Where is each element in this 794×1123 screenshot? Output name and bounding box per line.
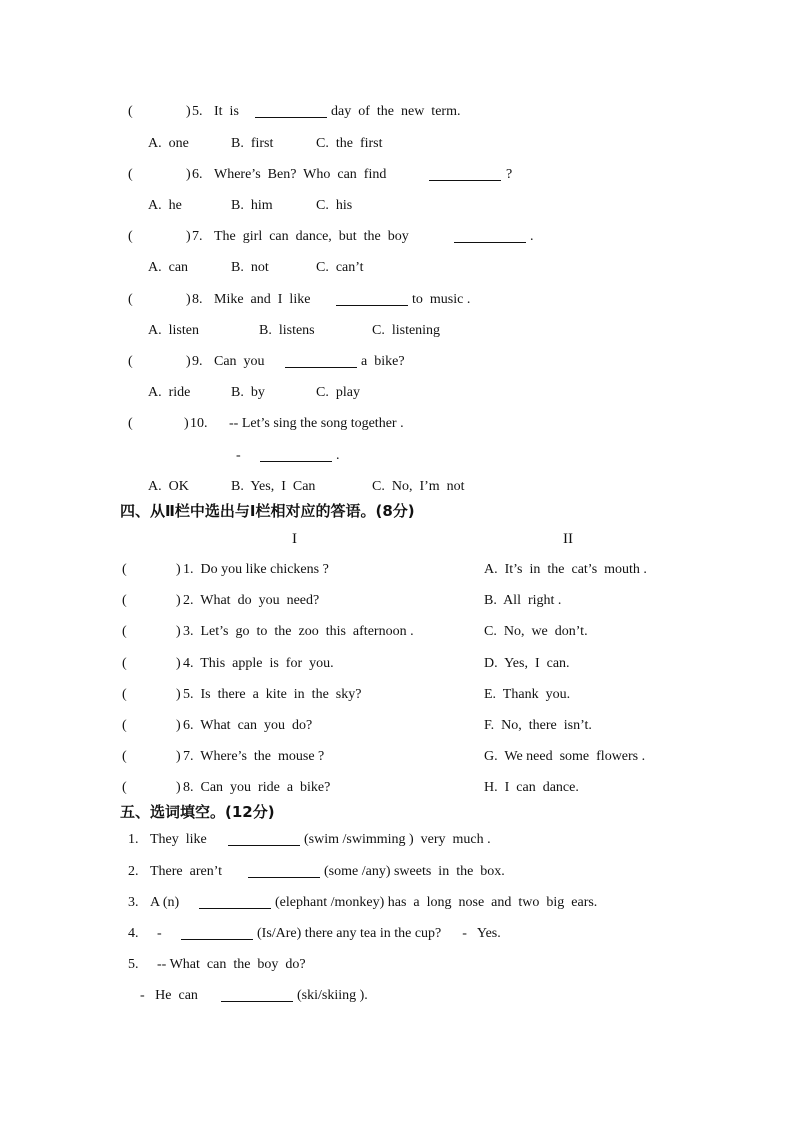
match-right: B. All right . (484, 593, 562, 608)
match-right: A. It’s in the cat’s mouth . (484, 562, 647, 577)
answer-blank[interactable] (260, 447, 332, 462)
paren-close: ) (184, 416, 189, 431)
option-c: C. his (316, 198, 353, 213)
match-left: 1. Do you like chickens ? (183, 562, 329, 577)
option-c: C. listening (372, 323, 441, 338)
option-a: A. listen (148, 323, 199, 338)
paren-close: ) (176, 780, 181, 795)
question-text-after: . (530, 229, 534, 244)
paren-close: ) (186, 167, 191, 182)
answer-blank[interactable] (228, 831, 300, 846)
paren-open: ( (122, 749, 127, 764)
question-text-after: day of the new term. (331, 104, 461, 119)
paren-open: ( (128, 104, 133, 119)
question-text: -- Let’s sing the song together . (229, 416, 404, 431)
item-answer-text: - He can (140, 988, 198, 1003)
match-left: 6. What can you do? (183, 718, 313, 733)
question-text-after: . (336, 448, 340, 463)
question-text-after: to music . (412, 292, 471, 307)
question-number: 6. (192, 167, 203, 182)
option-b: B. listens (259, 323, 315, 338)
option-b: B. him (231, 198, 273, 213)
match-left: 4. This apple is for you. (183, 656, 334, 671)
question-text: Mike and I like (214, 292, 311, 307)
option-b: B. first (231, 136, 274, 151)
match-right: G. We need some flowers . (484, 749, 646, 764)
item-text-after: (some /any) sweets in the box. (324, 864, 505, 879)
paren-close: ) (186, 104, 191, 119)
question-text-after: a bike? (361, 354, 405, 369)
question-text-after: ? (506, 167, 513, 182)
option-a: A. OK (148, 479, 189, 494)
item-number: 4. (128, 926, 139, 941)
match-right: D. Yes, I can. (484, 656, 570, 671)
column-1-header: I (292, 531, 297, 547)
match-right: E. Thank you. (484, 687, 571, 702)
answer-blank[interactable] (336, 291, 408, 306)
paren-close: ) (186, 229, 191, 244)
answer-blank[interactable] (199, 894, 271, 909)
answer-blank[interactable] (454, 228, 526, 243)
option-c: C. No, I’m not (372, 479, 465, 494)
paren-close: ) (176, 593, 181, 608)
paren-close: ) (176, 749, 181, 764)
question-number: 8. (192, 292, 203, 307)
paren-close: ) (176, 718, 181, 733)
match-left: 7. Where’s the mouse ? (183, 749, 325, 764)
item-text-after: (Is/Are) there any tea in the cup? - Yes. (257, 926, 501, 941)
paren-open: ( (122, 624, 127, 639)
item-number: 2. (128, 864, 139, 879)
question-number: 5. (192, 104, 203, 119)
option-a: A. can (148, 260, 189, 275)
question-text: Can you (214, 354, 265, 369)
question-number: 10. (190, 416, 208, 431)
item-text: - (157, 926, 162, 941)
item-text-after: (elephant /monkey) has a long nose and two big ears. (275, 895, 598, 910)
paren-close: ) (176, 562, 181, 577)
match-left: 8. Can you ride a bike? (183, 780, 331, 795)
paren-close: ) (186, 354, 191, 369)
option-c: C. the first (316, 136, 383, 151)
question-text: It is (214, 104, 239, 119)
match-left: 5. Is there a kite in the sky? (183, 687, 362, 702)
item-number: 1. (128, 832, 139, 847)
item-text-after: (ski/skiing ). (297, 988, 368, 1003)
match-right: C. No, we don’t. (484, 624, 588, 639)
paren-close: ) (176, 687, 181, 702)
match-left: 3. Let’s go to the zoo this afternoon . (183, 624, 414, 639)
paren-open: ( (128, 354, 133, 369)
option-b: B. by (231, 385, 265, 400)
answer-blank[interactable] (429, 166, 501, 181)
paren-open: ( (122, 562, 127, 577)
response-dash: - (236, 448, 241, 463)
paren-open: ( (122, 593, 127, 608)
option-a: A. ride (148, 385, 191, 400)
section-4-title: 四、从Ⅱ栏中选出与Ⅰ栏相对应的答语。(8分) (120, 502, 415, 520)
option-a: A. he (148, 198, 182, 213)
question-text: The girl can dance, but the boy (214, 229, 409, 244)
paren-open: ( (128, 167, 133, 182)
paren-open: ( (128, 416, 133, 431)
item-text-after: (swim /swimming ) very much . (304, 832, 491, 847)
question-text: Where’s Ben? Who can find (214, 167, 387, 182)
option-c: C. can’t (316, 260, 364, 275)
question-number: 7. (192, 229, 203, 244)
paren-open: ( (128, 229, 133, 244)
paren-open: ( (122, 687, 127, 702)
item-text: -- What can the boy do? (157, 957, 306, 972)
answer-blank[interactable] (285, 353, 357, 368)
paren-open: ( (128, 292, 133, 307)
option-c: C. play (316, 385, 360, 400)
item-number: 5. (128, 957, 139, 972)
paren-open: ( (122, 718, 127, 733)
option-b: B. not (231, 260, 269, 275)
paren-close: ) (176, 656, 181, 671)
question-number: 9. (192, 354, 203, 369)
match-right: H. I can dance. (484, 780, 579, 795)
item-text: There aren’t (150, 864, 223, 879)
item-text: They like (150, 832, 207, 847)
answer-blank[interactable] (221, 987, 293, 1002)
answer-blank[interactable] (255, 103, 327, 118)
paren-open: ( (122, 656, 127, 671)
option-b: B. Yes, I Can (231, 479, 316, 494)
paren-open: ( (122, 780, 127, 795)
paren-close: ) (176, 624, 181, 639)
item-text: A (n) (150, 895, 180, 910)
section-5-title: 五、选词填空。(12分) (120, 803, 275, 821)
answer-blank[interactable] (248, 863, 320, 878)
column-2-header: II (563, 531, 573, 547)
item-number: 3. (128, 895, 139, 910)
match-right: F. No, there isn’t. (484, 718, 592, 733)
option-a: A. one (148, 136, 189, 151)
answer-blank[interactable] (181, 925, 253, 940)
paren-close: ) (186, 292, 191, 307)
match-left: 2. What do you need? (183, 593, 320, 608)
